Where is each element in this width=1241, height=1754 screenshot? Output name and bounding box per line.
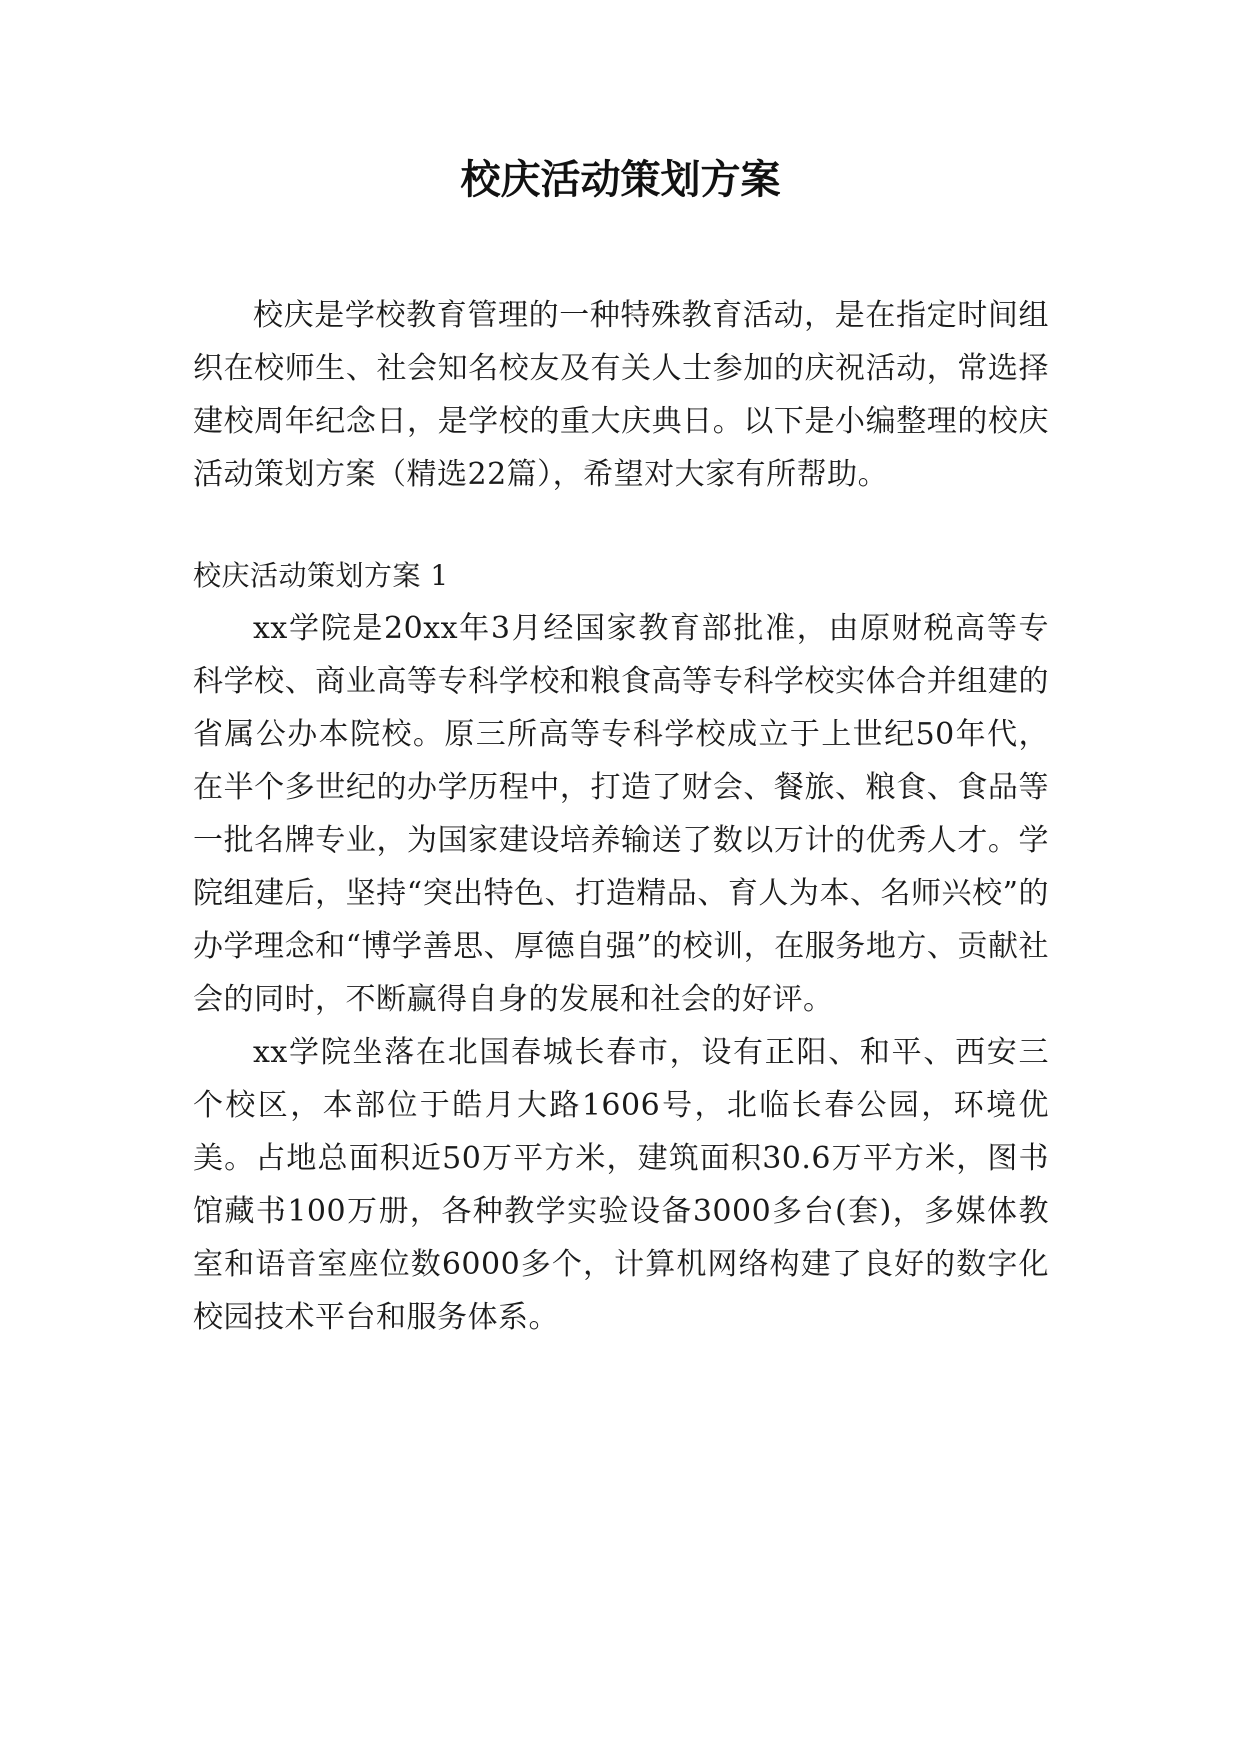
section-heading: 校庆活动策划方案 1 xyxy=(193,559,449,592)
document-body xyxy=(193,289,1049,1344)
intro-paragraph: 校庆是学校教育管理的一种特殊教育活动，是在指定时间组织在校师生、社会知名校友及有关人士参加的庆祝活动，常选择建校周年纪念日，是学校的重大庆典日。以下是小编整理的校庆活动策划方案（精选22篇），希望对大家有所帮助。 xyxy=(193,298,1049,492)
document-title: 校庆活动策划方案 xyxy=(460,157,781,203)
body-paragraph: xx学院是20xx年3月经国家教育部批准，由原财税高等专科学校、商业高等专科学校和粮食高等专科学校实体合并组建的省属公办本院校。原三所高等专科学校成立于上世纪50年代，在半个多世纪的办学历程中，打造了财会、餐旅、粮食、食品等一批名牌专业，为国家建设培养输送了数以万计的优秀人才。学院组建后，坚持“突出特色、打造精品、育人为本、名师兴校”的办学理念和“博学善思、厚德自强”的校训，在服务地方、贡献社会的同时，不断赢得自身的发展和社会的好评。 xyxy=(193,611,1049,1017)
section-1 xyxy=(193,549,1049,1344)
body-paragraph: xx学院坐落在北国春城长春市，设有正阳、和平、西安三个校区，本部位于皓月大路1606号，北临长春公园，环境优美。占地总面积近50万平方米，建筑面积30.6万平方米，图书馆藏书100万册，各种教学实验设备3000多台(套)，多媒体教室和语音室座位数6000多个，计算机网络构建了良好的数字化校园技术平台和服务体系。 xyxy=(193,1035,1049,1335)
